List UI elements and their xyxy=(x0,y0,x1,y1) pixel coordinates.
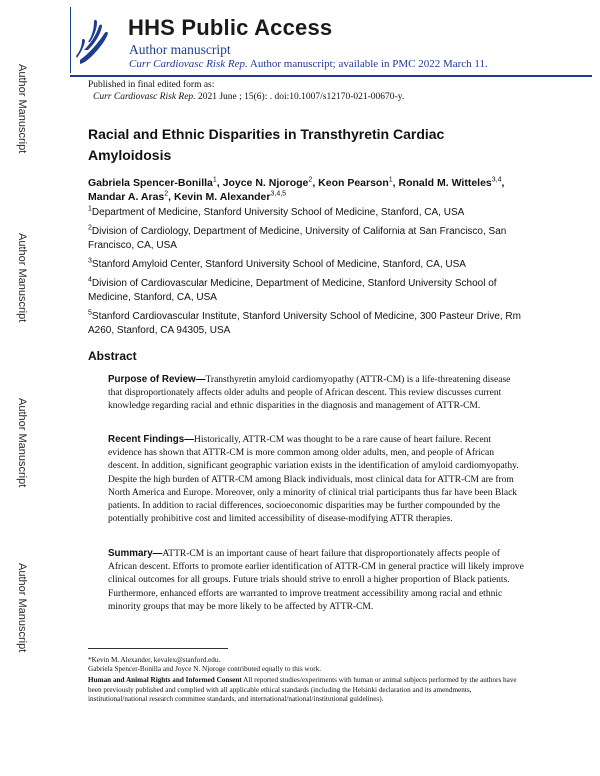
hhs-citation xyxy=(129,58,488,70)
affiliation-number: 3 xyxy=(88,257,92,265)
published-in-label: Published in final edited form as: xyxy=(88,80,215,90)
affiliation-4 xyxy=(88,277,524,305)
footnote-corresponding: *Kevin M. Alexander, kevalex@stanford.edu. xyxy=(88,656,221,664)
hhs-subtitle: Author manuscript xyxy=(129,42,231,57)
author-list: Gabriela Spencer-Bonilla$^1$, Joyce N. Njoroge$^2$, Keon Pearson$^1$, Ronald M. Witteles$^{3,4}$, Mandar A. Aras$^2$, Kevin M. Alexander$^{3,4,5}$ xyxy=(88,176,505,203)
author-affiliation-sup: 1 xyxy=(388,176,393,184)
section-text: ATTR-CM is an important cause of heart failure that disproportionately affects people of African descent. Efforts to promote earlier identification of ATTR-CM in general practice will likely improve clinical outcomes for all groups. Future trials should strive to enroll a higher proportion of Black patients. Furthermore, enhanced efforts are warranted to improve treatment accessibility among racial and ethnic minority groups that may be more likely to be affected by ATTR-CM. xyxy=(108,549,524,612)
affiliation-3 xyxy=(88,258,524,272)
affiliation-text: Department of Medicine, Stanford University School of Medicine, Stanford, CA, USA xyxy=(91,207,465,218)
affiliation-number: 2 xyxy=(88,224,92,232)
side-label-author-manuscript: Author Manuscript xyxy=(16,64,28,154)
author-affiliation-sup: 2 xyxy=(164,190,169,198)
author-name: Joyce N. Njoroge xyxy=(222,177,309,189)
author-affiliation-sup: 1 xyxy=(212,176,217,184)
publication-journal: Curr Cardiovasc Risk Rep. xyxy=(93,92,196,102)
header-rule xyxy=(70,75,592,77)
footnote-equal-contribution: Gabriela Spencer-Bonilla and Joyce N. Njoroge contributed equally to this work. xyxy=(88,665,321,673)
publication-citation xyxy=(93,92,404,102)
author-name: Kevin M. Alexander xyxy=(174,191,271,203)
section-text: Historically, ATTR-CM was thought to be a rare cause of heart failure. Recent evidence has shown that ATTR-CM is more common among older adults, men, and people of African descent. In addition, significant geographic variation exists in the identification of amyloid cardiomyopathy. Despite the high burden of ATTR-CM among Black individuals, most clinical data for ATTR-CM are from North America and Europe. Moreover, only a minority of clinical trial participants thus far have been Black patients. In addition to racial differences, socioeconomic disparities may be further compounded by the potentially prohibitive cost and limited accessibility of disease-modifying ATTR therapies. xyxy=(108,435,519,525)
publication-details: 2021 June ; 15(6): . doi:10.1007/s12170-021-00670-y. xyxy=(195,92,405,102)
affiliation-text: Stanford Amyloid Center, Stanford University School of Medicine, Stanford, CA, USA xyxy=(91,259,466,270)
side-label-author-manuscript: Author Manuscript xyxy=(16,563,28,653)
header-left-rule xyxy=(70,7,71,73)
section-label: Purpose of Review— xyxy=(108,374,206,385)
affiliation-text: Division of Cardiovascular Medicine, Department of Medicine, Stanford University School of Medicine, Stanford, CA, USA xyxy=(88,278,497,303)
author-name: Keon Pearson xyxy=(318,177,389,189)
abstract-purpose xyxy=(108,373,524,414)
author-affiliation-sup: 3,4,5 xyxy=(270,190,287,198)
section-label: Summary— xyxy=(108,548,163,559)
side-label-author-manuscript: Author Manuscript xyxy=(16,233,28,323)
affiliation-1 xyxy=(88,206,524,220)
abstract-recent-findings xyxy=(108,433,524,526)
consent-label: Human and Animal Rights and Informed Consent xyxy=(88,676,242,684)
consent-text: All reported studies/experiments with human or animal subjects performed by the authors have been previously published and complied with all applicable ethical standards (including the Helsinki declaration and its amendments, institutional/national research committee standards, and international/national/institutional guidelines). xyxy=(88,676,517,703)
affiliation-2 xyxy=(88,225,524,253)
affiliation-number: 1 xyxy=(88,205,92,213)
author-name: Mandar A. Aras xyxy=(88,191,165,203)
hhs-title: HHS Public Access xyxy=(128,15,333,40)
abstract-summary xyxy=(108,547,524,614)
affiliation-number: 4 xyxy=(88,276,92,284)
author-name: Ronald M. Witteles xyxy=(398,177,492,189)
abstract-heading: Abstract xyxy=(88,349,137,363)
article-title: Racial and Ethnic Disparities in Transthyretin Cardiac Amyloidosis xyxy=(88,126,445,163)
affiliation-text: Division of Cardiology, Department of Medicine, University of California at San Francisco, San Francisco, CA, USA xyxy=(88,226,507,251)
side-label-author-manuscript: Author Manuscript xyxy=(16,398,28,488)
citation-journal: Curr Cardiovasc Risk Rep. xyxy=(129,58,248,70)
footnote-consent xyxy=(88,676,518,705)
author-name: Gabriela Spencer-Bonilla xyxy=(88,177,213,189)
author-affiliation-sup: 3,4 xyxy=(491,176,502,184)
hhs-eagle-logo-icon xyxy=(74,16,114,68)
section-text: Transthyretin amyloid cardiomyopathy (ATTR-CM) is a life-threatening disease that disproportionately affects older adults and people of African descent. This review discusses current knowledge regarding racial and ethnic disparities in the diagnosis and management of ATTR-CM. xyxy=(108,375,511,412)
affiliation-number: 5 xyxy=(88,309,92,317)
footnote-rule xyxy=(88,648,228,649)
author-affiliation-sup: 2 xyxy=(308,176,313,184)
section-label: Recent Findings— xyxy=(108,434,195,445)
citation-availability: Author manuscript; available in PMC 2022 March 11. xyxy=(247,58,488,70)
affiliation-text: Stanford Cardiovascular Institute, Stanford University School of Medicine, 300 Pasteur Drive, Rm A260, Stanford, CA 94305, USA xyxy=(88,311,521,336)
affiliation-5 xyxy=(88,310,524,338)
